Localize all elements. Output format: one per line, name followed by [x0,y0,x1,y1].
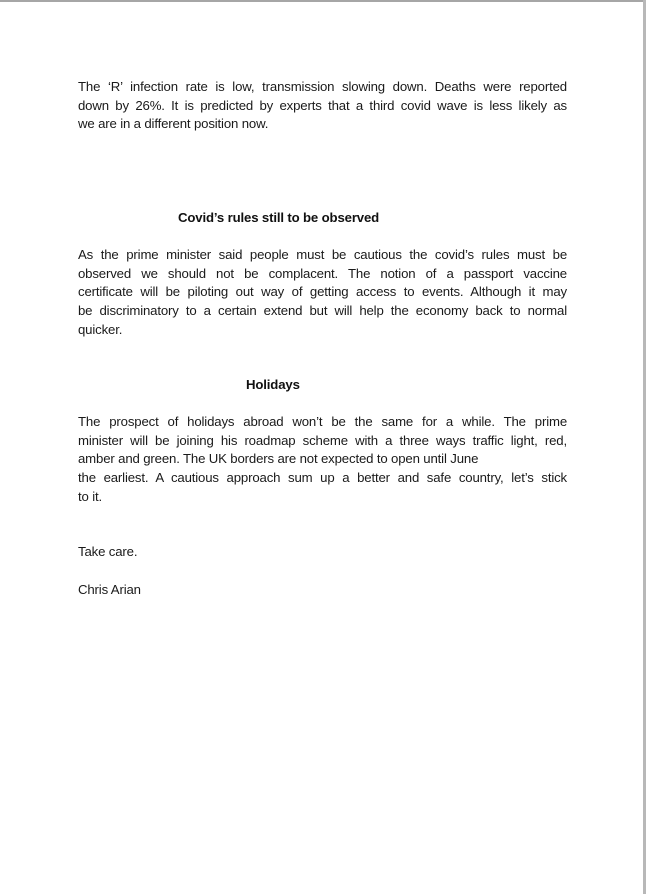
rules-paragraph [78,246,567,340]
text-line: minister will be joining his roadmap scheme with a three ways traffic light, red, [78,432,567,448]
intro-paragraph [78,78,567,134]
text-line: be discriminatory to a certain extend but will help the economy back to normal [78,303,567,319]
closing-line: Take care. [78,544,138,559]
section-heading-holidays: Holidays [246,377,300,392]
text-line: to it. [78,488,103,504]
text-line: observed we should not be complacent. The notion of a passport vaccine [78,265,567,281]
text-line: the earliest. A cautious approach sum up a better and safe country, let’s stick [78,470,567,486]
signature: Chris Arian [78,582,141,597]
text-line: down by 26%. It is predicted by experts that a third covid wave is less likely as [78,97,567,113]
holidays-paragraph [78,413,567,507]
text-line: The prospect of holidays abroad won’t be the same for a while. The prime [78,414,567,429]
document-page [0,2,643,894]
text-line: we are in a different position now. [78,116,269,132]
text-line: amber and green. The UK borders are not expected to open until June [78,451,479,467]
text-line: certificate will be piloting out way of getting access to events. Although it may [78,284,567,300]
section-heading-rules: Covid’s rules still to be observed [178,210,380,225]
text-line: The ‘R’ infection rate is low, transmission slowing down. Deaths were reported [78,79,567,94]
text-line: quicker. [78,321,123,337]
text-line: As the prime minister said people must be cautious the covid’s rules must be [78,247,567,262]
